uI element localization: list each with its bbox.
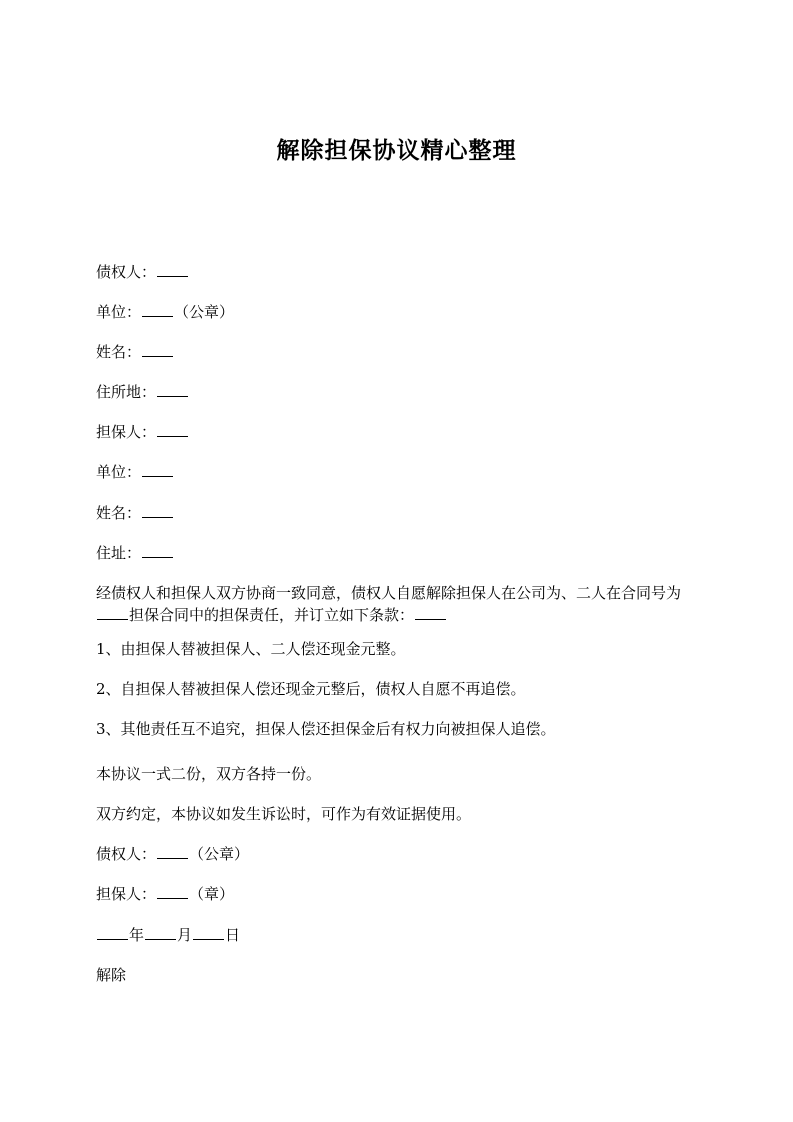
creditor-address-blank [157,381,188,397]
day-blank [193,924,224,940]
evidence-statement: 双方约定，本协议如发生诉讼时，可作为有效证据使用。 [96,805,472,823]
contract-number-blank [97,604,128,620]
clause-item: 3、其他责任互不追究，担保人偿还担保金后有权力向被担保人追偿。 [96,720,556,738]
creditor-address-label: 住所地： [96,383,157,401]
creditor-label: 债权人： [96,263,157,281]
creditor-line [96,261,189,283]
guarantor-address-blank [142,542,173,558]
creditor-unit-seal: （公章） [174,303,235,321]
creditor-name-blank [142,341,173,357]
month-label: 月 [177,926,193,944]
guarantor-blank [157,421,188,437]
guarantor-unit-label: 单位： [96,463,142,481]
creditor-unit-blank [142,301,173,317]
guarantor-address-label: 住址： [96,544,142,562]
creditor-address-line [96,381,189,403]
guarantor-name-blank [142,502,173,518]
guarantor-unit-line [96,461,174,483]
date-line [96,924,240,946]
footer-text: 解除 [96,966,127,984]
document-title: 解除担保协议精心整理 [276,138,517,164]
copies-statement: 本协议一式二份，双方各持一份。 [96,765,322,783]
intro-text-part2: 担保合同中的担保责任，并订立如下条款： [129,606,415,624]
month-blank [145,924,176,940]
intro-text-part1: 经债权人和担保人双方协商一致同意，债权人自愿解除担保人在公司为、二人在合同号为 [96,584,682,602]
clause-item: 2、自担保人替被担保人偿还现金元整后，债权人自愿不再追偿。 [96,680,526,698]
clause-item: 1、由担保人替被担保人、二人偿还现金元整。 [96,640,406,658]
guarantor-name-line [96,502,174,524]
day-label: 日 [225,926,241,944]
guarantor-signature-blank [157,883,188,899]
terms-blank [415,604,446,620]
creditor-unit-line [96,301,234,323]
guarantor-unit-blank [142,461,173,477]
guarantor-signature-seal: （章） [189,885,235,903]
creditor-signature-blank [157,843,188,859]
creditor-name-label: 姓名： [96,343,142,361]
creditor-signature-line [96,843,249,865]
guarantor-signature-line [96,883,234,905]
creditor-unit-label: 单位： [96,303,142,321]
guarantor-line [96,421,189,443]
creditor-signature-seal: （公章） [189,845,250,863]
year-blank [97,924,128,940]
guarantor-name-label: 姓名： [96,504,142,522]
year-label: 年 [129,926,145,944]
guarantor-label: 担保人： [96,423,157,441]
intro-paragraph [96,582,696,626]
creditor-blank [157,261,188,277]
guarantor-address-line [96,542,174,564]
creditor-name-line [96,341,174,363]
guarantor-signature-label: 担保人： [96,885,157,903]
creditor-signature-label: 债权人： [96,845,157,863]
